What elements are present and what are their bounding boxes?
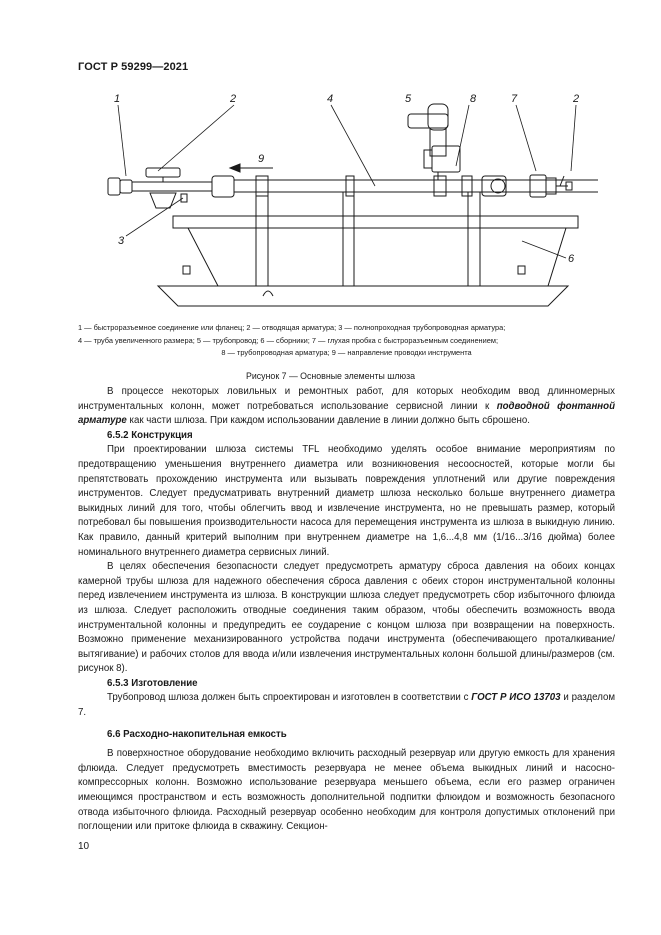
- callout-2b: 2: [573, 93, 580, 105]
- paragraph: При проектировании шлюза системы TFL необходимо уделять особое внимание мероприятиям по предотвращению уменьшения внутреннего диаметра или возникновения несоосностей, которые могли бы препятствовать прохождению инструмента или вызывать повреждения уплотнений или другие повреждения инструментов. Следует предусматривать внутренний диаметр шлюза несколько больше внутреннего диаметра выкидных линий для того, чтобы облегчить ввод и извлечение инструмента, но не превышать размер, который потребовал бы повышения производительности насоса для перемещения инструмента из шлюза в выкидную линию. Как правило, данный критерий выполним при внутреннем диаметре на 1,6...4,8 мм (1/16...3/16 дюйма) более номинального внутреннего диаметра сервисных линий.: [78, 444, 615, 558]
- supports: [256, 192, 480, 286]
- callout-6: 6: [568, 253, 575, 265]
- document-header: ГОСТ Р 59299—2021: [78, 61, 189, 73]
- section-heading-652: 6.5.2 Конструкция: [107, 429, 193, 441]
- emphasis-term: подводной фонтанной арматуре: [78, 400, 615, 427]
- callout-5: 5: [405, 93, 412, 105]
- callout-8: 8: [470, 93, 477, 105]
- paragraph: В поверхностное оборудование необходимо включить расходный резервуар или другую емкость для хранения флюида. Следует предусмотреть вместимость резервуара не менее объема выкидных линий и насосно-компрессорных колонн. Возможно использование резервуара меньшего объема, если его размер ограничен имеющимся пространством и есть возможность дополнительной подпитки флюидом и возможность безопасного отвода избыточного флюида. Расходный резервуар особенно необходим для контроля допустимых отклонений при поглощении или притоке флюида в скважину. Секцион-: [78, 748, 615, 833]
- figure-caption: Рисунок 7 — Основные элементы шлюза: [245, 371, 415, 381]
- collector-tray: [158, 216, 578, 306]
- paragraph: В целях обеспечения безопасности следует предусмотреть арматуру сброса давления на обоих концах камерной трубы шлюза для надежного обеспечения сброса давления с обеих сторон инструментальной колонны перед извлечением инструмента из шлюза. В конструкции шлюза следует предусмотреть сбор избыточного флюида из шлюза. Следует расположить отводные соединения таким образом, чтобы обеспечить возможность ввода инструментальной колонны и предупредить ее соударение с концом шлюза при возвращении на поверхность. Возможно применение механизированного устройства подачи инструмента (обеспечивающего проталкивание/вытягивание) и рабочих столов для ввода и/или извлечения инструментальных колонн большой длины/размеров (см. рисунок 8).: [78, 561, 615, 675]
- riser: [408, 104, 460, 180]
- body-text: [78, 385, 615, 835]
- section-heading-653: 6.5.3 Изготовление: [107, 677, 198, 689]
- paragraph: В процессе некоторых ловильных и ремонтных работ, для которых необходим ввод длинномерных инструментальных колонн, может потребоваться использование сервисной линии к подводной фонтанной арматуре как части шлюза. При каждом использовании давление в линии должно быть сброшено.: [78, 386, 615, 427]
- callout-3: 3: [118, 235, 125, 247]
- figure-lock-diagram: [78, 86, 598, 314]
- callout-4: 4: [327, 93, 334, 105]
- direction-arrow: [230, 164, 273, 172]
- legend-line: 8 — трубопроводная арматура; 9 — направление проводки инструмента: [221, 348, 472, 357]
- callout-9: 9: [258, 153, 265, 165]
- callout-7: 7: [511, 93, 518, 105]
- legend-line: 1 — быстроразъемное соединение или фланец; 2 — отводящая арматура; 3 — полнопроходная трубопроводная арматура;: [78, 323, 506, 332]
- callout-1: 1: [114, 93, 121, 105]
- paragraph: Трубопровод шлюза должен быть спроектирован и изготовлен в соответствии с ГОСТ Р ИСО 13703 и разделом 7.: [78, 692, 616, 719]
- section-heading-66: 6.6 Расходно-накопительная емкость: [107, 728, 287, 740]
- right-plug: [556, 176, 572, 190]
- figure-legend: [78, 322, 615, 360]
- legend-line: 4 — труба увеличенного размера; 5 — трубопровод; 6 — сборники; 7 — глухая пробка с быстроразъемным соединением;: [78, 335, 499, 345]
- page-number: 10: [78, 841, 90, 852]
- standard-reference: ГОСТ Р ИСО 13703: [471, 692, 561, 704]
- callout-2: 2: [230, 93, 237, 105]
- valve-left: [146, 168, 187, 208]
